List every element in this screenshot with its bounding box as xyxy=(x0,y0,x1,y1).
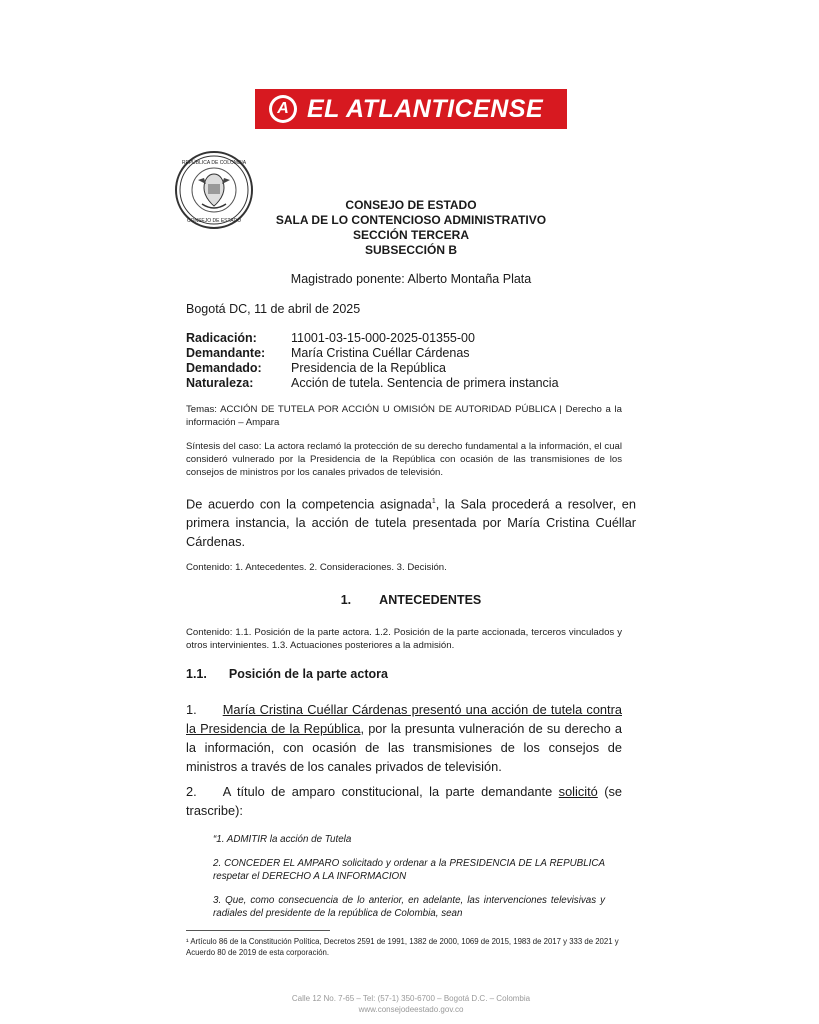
svg-text:REPÚBLICA DE COLOMBIA: REPÚBLICA DE COLOMBIA xyxy=(181,160,247,166)
footnote-text: ¹ Artículo 86 de la Constitución Política, Decretos 2591 de 1991, 1382 de 2000, 1069 de 2015, 1983 de 2017 y 333 de 2021 y Acuerdo 80 de 2019 de esta corporación. xyxy=(186,937,619,957)
intro-text: De acuerdo con la competencia asignada xyxy=(186,496,432,512)
heading-line: SUBSECCIÓN B xyxy=(364,243,457,257)
subsection-title: Posición de la parte actora xyxy=(228,667,388,681)
paragraph-underlined-text: solicitó xyxy=(558,784,598,799)
heading-line: CONSEJO DE ESTADO xyxy=(345,198,477,212)
field-value: María Cristina Cuéllar Cárdenas xyxy=(291,346,470,360)
paragraph-number: 2. xyxy=(186,784,197,799)
footer-website[interactable]: www.consejodeestado.gov.co xyxy=(358,1005,464,1014)
footnote-divider xyxy=(186,930,330,931)
section-number: 1. xyxy=(340,593,352,607)
field-label: Radicación: xyxy=(186,331,257,345)
field-value: 11001-03-15-000-2025-01355-00 xyxy=(291,331,475,345)
field-value: Presidencia de la República xyxy=(291,361,446,375)
quote-item: “1. ADMITIR la acción de Tutela xyxy=(213,834,352,845)
paragraph-number: 1. xyxy=(186,702,197,717)
paragraph-text-rest: (se trascribe): xyxy=(186,784,622,818)
footnote-reference[interactable]: 1 xyxy=(431,498,436,505)
sintesis-text: Síntesis del caso: La actora reclamó la protección de su derecho fundamental a la información, el cual consideró vulnerado por la Presidencia de la República con ocasión de las transmisiones de los consejos de ministros por los canales privados de televisión. xyxy=(186,441,622,478)
paragraph-text: A título de amparo constitucional, la parte demandante xyxy=(222,784,559,799)
heading-line: SALA DE LO CONTENCIOSO ADMINISTRATIVO xyxy=(275,213,547,227)
temas-text: Temas: ACCIÓN DE TUTELA POR ACCIÓN U OMISIÓN DE AUTORIDAD PÚBLICA | Derecho a la información – Ampara xyxy=(186,404,622,428)
field-row xyxy=(186,331,636,346)
field-value: Acción de tutela. Sentencia de primera instancia xyxy=(291,376,559,390)
intro-paragraph xyxy=(186,492,636,551)
subsection-number: 1.1. xyxy=(186,667,207,681)
heading-line: SECCIÓN TERCERA xyxy=(352,228,469,242)
field-row xyxy=(186,376,636,391)
quote-item: 3. Que, como consecuencia de lo anterior, en adelante, las intervenciones televisivas y radiales del presidente de la república de Colombia, sean xyxy=(213,895,605,919)
place-date: Bogotá DC, 11 de abril de 2025 xyxy=(186,302,361,316)
court-heading xyxy=(186,198,636,258)
paragraph-2 xyxy=(186,782,622,820)
newspaper-banner xyxy=(255,89,567,129)
paragraph-underlined-text: María Cristina Cuéllar Cárdenas presentó una acción de tutela contra la Presidencia de la República xyxy=(186,702,622,736)
field-label: Demandado: xyxy=(186,361,262,375)
field-row xyxy=(186,361,636,376)
subsection-heading xyxy=(186,667,388,681)
case-fields xyxy=(186,331,636,391)
newspaper-logo-icon: A xyxy=(269,95,297,123)
quote-item: 2. CONCEDER EL AMPARO solicitado y ordenar a la PRESIDENCIA DE LA REPUBLICA respetar el DERECHO A LA INFORMACION xyxy=(213,858,605,882)
newspaper-title: EL ATLANTICENSE xyxy=(307,94,544,123)
paragraph-1 xyxy=(186,700,622,776)
page-footer xyxy=(186,993,636,1015)
contenido-section: Contenido: 1.1. Posición de la parte actora. 1.2. Posición de la parte accionada, terceros vinculados y otros intervinientes. 1.3. Actuaciones posteriores a la admisión. xyxy=(186,627,622,651)
svg-text:CONSEJO DE ESTADO: CONSEJO DE ESTADO xyxy=(186,218,242,224)
section-heading xyxy=(186,593,636,607)
paragraph-text: , por la presunta vulneración de su derecho a la información, con ocasión de las transmisiones de los consejos de ministros a través de los canales privados de televisión. xyxy=(186,721,622,774)
footer-address: Calle 12 No. 7-65 – Tel: (57-1) 350-6700 – Bogotá D.C. – Colombia xyxy=(291,994,531,1003)
field-row xyxy=(186,346,636,361)
contenido-general: Contenido: 1. Antecedentes. 2. Consideraciones. 3. Decisión. xyxy=(186,562,447,573)
intro-text-rest: , la Sala procederá a resolver, en primera instancia, la acción de tutela presentada por María Cristina Cuéllar Cárdenas. xyxy=(186,496,636,550)
section-title: ANTECEDENTES xyxy=(379,593,482,607)
magistrado-ponente: Magistrado ponente: Alberto Montaña Plata xyxy=(290,272,532,286)
field-label: Naturaleza: xyxy=(186,376,254,390)
field-label: Demandante: xyxy=(186,346,266,360)
